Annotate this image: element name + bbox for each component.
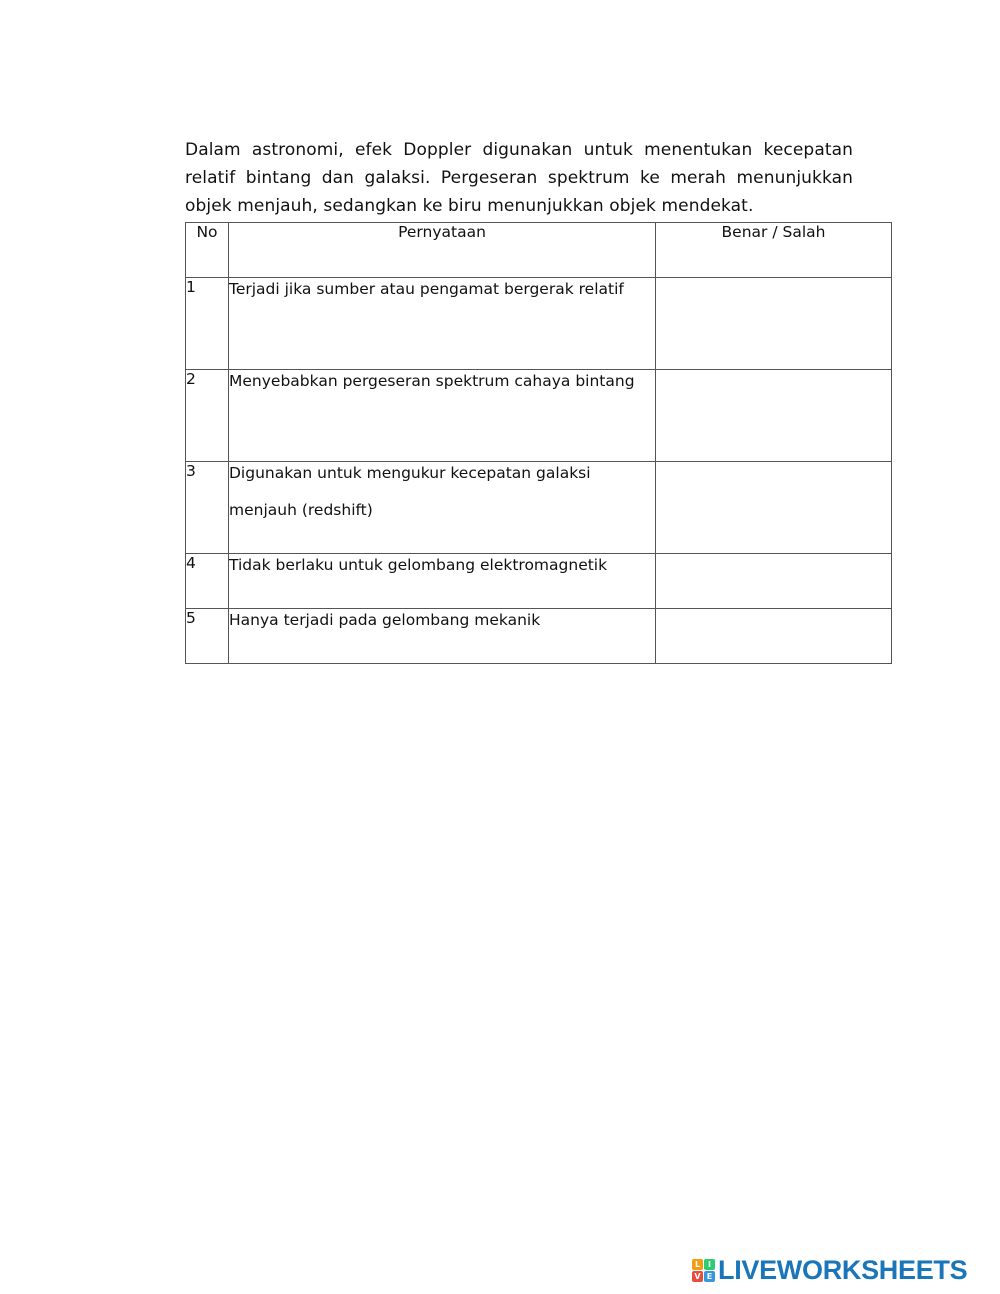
table-row [186, 370, 892, 462]
row-number: 3 [186, 462, 229, 554]
row-statement-text: Hanya terjadi pada gelombang mekanik [229, 611, 541, 629]
row-number: 2 [186, 370, 229, 462]
row-number: 4 [186, 554, 229, 609]
intro-paragraph: Dalam astronomi, efek Doppler digunakan untuk menentukan kecepatan relatif bintang dan galaksi. Pergeseran spektrum ke merah menunjukkan objek menjauh, sedangkan ke biru menunjukkan objek mendekat. [185, 140, 853, 216]
logo-letter-e: E [704, 1271, 715, 1282]
row-statement [229, 554, 656, 609]
answer-cell[interactable] [656, 609, 892, 664]
logo-text: LIVEWORKSHEETS [718, 1254, 968, 1285]
row-statement-text: Menyebabkan pergeseran spektrum cahaya bintang [229, 372, 635, 390]
row-statement [229, 370, 656, 462]
header-statement: Pernyataan [229, 223, 656, 278]
row-statement-text: Tidak berlaku untuk gelombang elektromagnetik [229, 556, 608, 574]
statement-table [185, 222, 892, 664]
answer-cell[interactable] [656, 278, 892, 370]
row-statement [229, 278, 656, 370]
header-no: No [186, 223, 229, 278]
answer-cell[interactable] [656, 462, 892, 554]
row-number: 5 [186, 609, 229, 664]
logo-letter-l: L [692, 1259, 703, 1270]
logo-mark-icon [692, 1259, 715, 1282]
table-row [186, 609, 892, 664]
answer-cell[interactable] [656, 370, 892, 462]
table-row [186, 462, 892, 554]
table-row [186, 278, 892, 370]
row-statement [229, 462, 656, 554]
header-answer: Benar / Salah [656, 223, 892, 278]
logo-letter-v: V [692, 1271, 703, 1282]
table-header-row [186, 223, 892, 278]
table-row [186, 554, 892, 609]
logo-letter-i: I [704, 1259, 715, 1270]
answer-cell[interactable] [656, 554, 892, 609]
row-number: 1 [186, 278, 229, 370]
row-statement-text: Digunakan untuk mengukur kecepatan galaksi menjauh (redshift) [229, 464, 591, 519]
row-statement [229, 609, 656, 664]
liveworksheets-logo [692, 1256, 967, 1284]
row-statement-text: Terjadi jika sumber atau pengamat bergerak relatif [229, 280, 624, 298]
